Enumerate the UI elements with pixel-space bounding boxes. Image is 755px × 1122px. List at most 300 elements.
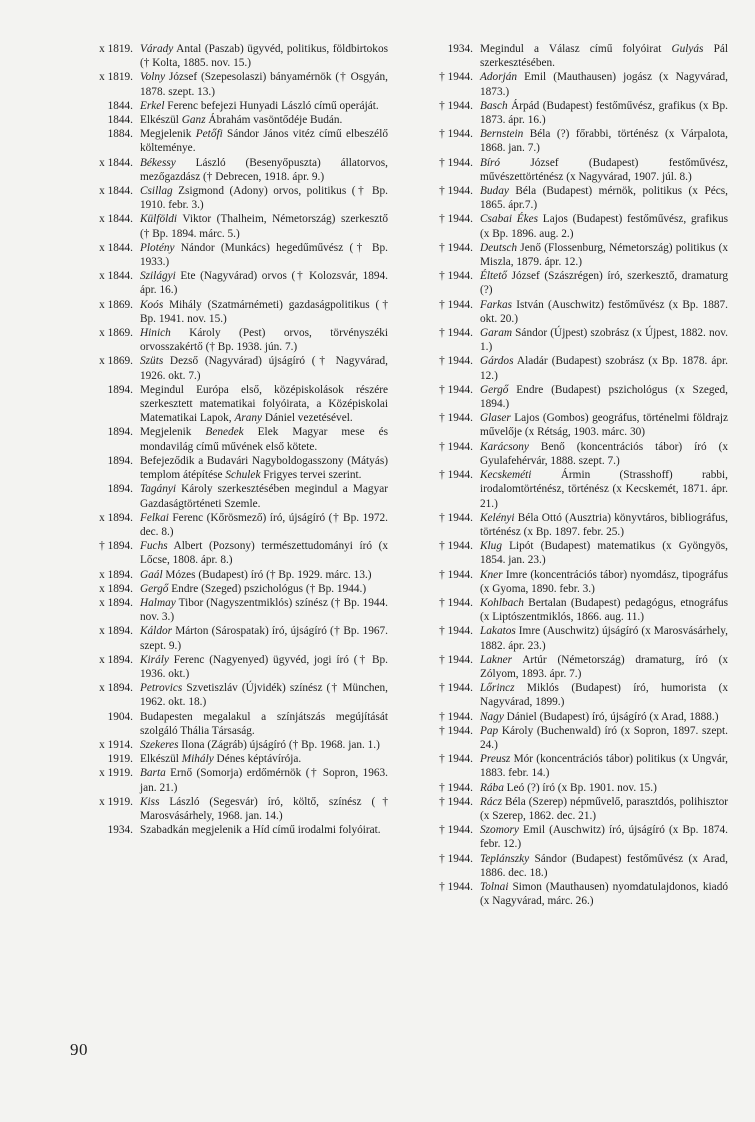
chronology-entry: [78, 752, 388, 766]
entry-text: [140, 681, 388, 709]
chronology-entry: [410, 70, 728, 98]
chronology-entry: [410, 42, 728, 70]
chronology-entry: [78, 42, 388, 70]
left-column: [78, 42, 388, 837]
chronology-entry: [410, 823, 728, 851]
chronology-entry: [78, 425, 388, 453]
entry-date: x 1844.: [99, 241, 133, 254]
entry-description: József (Budapest) festőművész, művészettörténész (x Nagyvárad, 1907. júl. 8.): [480, 156, 728, 183]
entry-date: x 1844.: [99, 185, 133, 198]
chronology-entry: [78, 624, 388, 652]
entry-description: Imre (Auschwitz) újságíró (x Marosvásárhely, 1882. ápr. 23.): [480, 625, 728, 652]
entry-name: Teplánszky: [480, 852, 530, 865]
entry-text: [140, 425, 388, 453]
chronology-entry: [78, 241, 388, 269]
entry-description: Mihály (Szatmárnémeti) gazdaságpolitikus († Bp. 1941. nov. 15.): [140, 298, 388, 325]
entry-name: Tolnai: [480, 880, 509, 893]
entry-description: Nándor (Munkács) hegedűművész († Bp. 1933.): [140, 241, 388, 269]
entry-description: Viktor (Thalheim, Németország) szerkesztő († Bp. 1894. márc. 5.): [140, 213, 388, 240]
entry-name: Preusz: [480, 753, 511, 766]
entry-date: x 1844.: [99, 270, 133, 283]
chronology-entry: [410, 269, 728, 297]
entry-date: † 1944.: [439, 781, 473, 794]
entry-name: Mihály: [181, 753, 214, 766]
entry-prefix: Szabadkán megjelenik a Híd című irodalmi folyóirat.: [140, 824, 381, 837]
entry-name: Szomory: [480, 824, 519, 837]
entry-date: † 1944.: [439, 511, 473, 524]
entry-text: [480, 710, 728, 724]
entry-date: † 1944.: [439, 568, 473, 581]
entry-name: Klug: [480, 540, 502, 553]
entry-text: [480, 70, 728, 98]
entry-date: † 1944.: [439, 383, 473, 396]
entry-name: Arany: [234, 412, 263, 425]
entry-text: [140, 454, 388, 482]
entry-description: József (Szepesolaszi) bányamérnök († Osgyán, 1878. szept. 13.): [140, 71, 388, 98]
chronology-entry: [78, 823, 388, 837]
entry-text: [480, 354, 728, 382]
entry-date: † 1944.: [439, 540, 473, 553]
entry-name: Schulek: [225, 469, 261, 482]
entry-description: Bertalan (Budapest) pedagógus, etnográfus (x Liptószentmiklós, 1866. aug. 11.): [480, 596, 728, 624]
chronology-entry: [410, 852, 728, 880]
entry-description: Béla Ottó (Ausztria) könyvtáros, bibliográfus, történész (x Bp. 1897. febr. 25.): [480, 511, 728, 538]
entry-name: Pap: [480, 724, 499, 737]
page-number: 90: [70, 1040, 88, 1059]
entry-name: Adorján: [480, 71, 518, 84]
entry-text: [480, 326, 728, 354]
entry-description: Emil (Auschwitz) író, újságíró (x Bp. 1874. febr. 12.): [480, 824, 728, 851]
entry-date: x 1894.: [99, 625, 133, 638]
chronology-entry: [410, 710, 728, 724]
chronology-entry: [78, 70, 388, 98]
chronology-entry: [78, 653, 388, 681]
entry-date: 1844.: [107, 114, 133, 127]
entry-text: [480, 184, 728, 212]
entry-description: Antal (Paszab) ügyvéd, politikus, földbirtokos († Kolta, 1885. nov. 15.): [140, 43, 388, 70]
chronology-entry: [78, 156, 388, 184]
entry-name: Karácsony: [480, 440, 529, 453]
entry-name: Erkel: [140, 99, 165, 112]
entry-description: Ármin (Strasshoff) rabbi, irodalomtörténész, történész (x Kecskemét, 1871. ápr. 21.): [480, 469, 728, 510]
entry-text: [140, 383, 388, 426]
entry-date: † 1944.: [439, 824, 473, 837]
entry-prefix: Megindul a Válasz című folyóirat: [480, 43, 672, 55]
entry-name: Lakner: [480, 653, 513, 666]
entry-date: 1894.: [107, 483, 133, 496]
entry-description: Ábrahám vasöntődéje Budán.: [205, 114, 343, 127]
chronology-entry: [78, 298, 388, 326]
chronology-entry: [410, 298, 728, 326]
entry-description: Dezső (Nagyvárad) újságíró († Nagyvárad, 1926. okt. 7.): [140, 355, 388, 382]
entry-name: Szilágyi: [140, 270, 176, 283]
chronology-entry: [78, 582, 388, 596]
entry-name: Farkas: [480, 298, 513, 311]
entry-date: † 1944.: [439, 724, 473, 737]
entry-text: [140, 127, 388, 155]
entry-text: [480, 781, 728, 795]
entry-text: [140, 539, 388, 567]
entry-text: [480, 269, 728, 297]
entry-description: István (Auschwitz) festőművész (x Bp. 1887. okt. 20.): [480, 298, 728, 325]
chronology-entry: [78, 99, 388, 113]
entry-name: Kner: [480, 568, 503, 581]
entry-text: [140, 568, 388, 582]
entry-description: Miklós (Budapest) író, humorista (x Nagyvárad, 1899.): [480, 682, 728, 709]
entry-description: Szvetiszláv (Újvidék) színész († München, 1962. okt. 18.): [140, 682, 388, 709]
entry-name: Glaser: [480, 412, 511, 425]
entry-name: Csillag: [140, 185, 173, 198]
entry-date: † 1944.: [439, 880, 473, 893]
entry-date: x 1869.: [99, 298, 133, 311]
entry-name: Barta: [140, 767, 166, 780]
entry-description: Frigyes tervei szerint.: [260, 469, 362, 482]
entry-name: Éltető: [480, 270, 507, 283]
entry-description: Endre (Szeged) pszichológus († Bp. 1944.): [168, 582, 367, 595]
entry-date: x 1919.: [99, 767, 133, 780]
entry-name: Kohlbach: [480, 596, 524, 609]
entry-text: [480, 596, 728, 624]
entry-description: Pál szerkesztésében.: [480, 43, 728, 70]
entry-name: Lőrincz: [480, 682, 515, 695]
entry-text: [480, 440, 728, 468]
chronology-entry: [410, 440, 728, 468]
entry-text: [140, 482, 388, 510]
entry-text: [140, 298, 388, 326]
entry-description: Károly (Pest) orvos, törvényszéki orvosszakértő († Bp. 1938. jún. 7.): [140, 327, 388, 354]
entry-date: † 1944.: [439, 852, 473, 865]
entry-date: † 1944.: [439, 355, 473, 368]
right-column: [410, 42, 728, 908]
entry-text: [480, 241, 728, 269]
entry-name: Gergő: [140, 582, 169, 595]
entry-name: Gergő: [480, 383, 509, 396]
chronology-entry: [410, 653, 728, 681]
entry-date: † 1944.: [439, 185, 473, 198]
entry-text: [140, 113, 388, 127]
entry-name: Szüts: [140, 355, 164, 368]
entry-text: [140, 326, 388, 354]
entry-description: Sándor (Budapest) festőművész (x Arad, 1886. dec. 18.): [480, 852, 728, 879]
chronology-entry: [78, 383, 388, 426]
entry-description: Emil (Mauthausen) jogász (x Nagyvárad, 1873.): [480, 71, 728, 98]
chronology-entry: [78, 795, 388, 823]
entry-description: Ilona (Zágráb) újságíró († Bp. 1968. jan. 1.): [178, 738, 380, 751]
entry-text: [140, 354, 388, 382]
entry-description: Lipót (Budapest) matematikus (x Gyöngyös, 1854. jan. 23.): [480, 540, 728, 567]
entry-date: x 1844.: [99, 156, 133, 169]
entry-date: 1894.: [107, 383, 133, 396]
entry-date: † 1944.: [439, 682, 473, 695]
chronology-entry: [410, 568, 728, 596]
entry-text: [140, 710, 388, 738]
chronology-entry: [78, 454, 388, 482]
entry-prefix: Megindul Európa első, középiskolások részére szerkesztett matematikai folyóirata, a Középiskolai Matematikai Lapok,: [140, 383, 388, 425]
entry-name: Hinich: [140, 327, 171, 340]
entry-date: † 1944.: [439, 241, 473, 254]
entry-name: Várady: [140, 43, 174, 55]
entry-text: [480, 156, 728, 184]
chronology-entry: [410, 681, 728, 709]
entry-name: Plotény: [140, 241, 175, 254]
entry-description: Mór (koncentrációs tábor) politikus (x Ungvár, 1883. febr. 14.): [480, 753, 728, 780]
entry-date: x 1894.: [99, 653, 133, 666]
entry-prefix: Elkészül: [140, 753, 182, 766]
entry-name: Csabai Ékes: [480, 213, 539, 226]
entry-text: [140, 156, 388, 184]
entry-description: Árpád (Budapest) festőművész, grafikus (x Bp. 1873. ápr. 16.): [480, 99, 728, 127]
chronology-entry: [78, 710, 388, 738]
entry-description: Károly szerkesztésében megindul a Magyar Gazdaságtörténeti Szemle.: [140, 483, 388, 510]
chronology-entry: [410, 724, 728, 752]
entry-date: 1894.: [107, 426, 133, 439]
entry-description: Tibor (Nagyszentmiklós) színész († Bp. 1944. nov. 3.): [140, 596, 388, 624]
entry-name: Lakatos: [480, 625, 516, 638]
entry-description: László (Besenyőpuszta) állatorvos, mezőgazdász († Debrecen, 1918. ápr. 9.): [140, 156, 388, 183]
entry-name: Petrovics: [140, 682, 183, 695]
chronology-entry: [78, 511, 388, 539]
chronology-entry: [78, 539, 388, 567]
entry-prefix: Budapesten megalakul a színjátszás megújítását szolgáló Thália Társaság.: [140, 710, 388, 737]
entry-name: Kiss: [140, 795, 160, 808]
entry-description: Dániel (Budapest) író, újságíró (x Arad, 1888.): [503, 710, 719, 723]
entry-date: 1934.: [447, 43, 473, 55]
entry-description: Elek Magyar mese és mondavilág című művének első kötete.: [140, 426, 388, 453]
chronology-entry: [410, 880, 728, 908]
entry-description: Dániel vezetésével.: [262, 412, 353, 425]
entry-text: [140, 738, 388, 752]
entry-name: Kecskeméti: [480, 469, 532, 482]
entry-date: † 1944.: [439, 213, 473, 226]
entry-name: Halmay: [140, 596, 176, 609]
entry-date: † 1944.: [439, 469, 473, 482]
entry-date: x 1819.: [99, 71, 133, 84]
chronology-entry: [410, 781, 728, 795]
entry-date: † 1944.: [439, 625, 473, 638]
entry-name: Petőfi: [195, 128, 223, 141]
entry-date: † 1944.: [439, 753, 473, 766]
entry-date: 1904.: [107, 710, 133, 723]
entry-text: [480, 823, 728, 851]
entry-name: Káldor: [140, 625, 173, 638]
chronology-entry: [78, 738, 388, 752]
entry-prefix: Elkészül: [140, 114, 182, 127]
chronology-entry: [410, 99, 728, 127]
entry-name: Buday: [480, 185, 509, 198]
entry-description: József (Szászrégen) író, szerkesztő, dramaturg (?): [480, 270, 728, 297]
entry-description: Albert (Pozsony) természettudományi író (x Lőcse, 1808. ápr. 8.): [140, 540, 388, 567]
entry-date: † 1944.: [439, 270, 473, 283]
entry-name: Gulyás: [671, 43, 704, 55]
entry-text: [480, 880, 728, 908]
entry-date: † 1944.: [439, 412, 473, 425]
chronology-entry: [78, 127, 388, 155]
entry-description: Ete (Nagyvárad) orvos († Kolozsvár, 1894. ápr. 16.): [140, 270, 388, 297]
entry-description: Sándor (Újpest) szobrász (x Újpest, 1882. nov. 1.): [480, 327, 728, 354]
entry-text: [480, 99, 728, 127]
entry-date: x 1844.: [99, 213, 133, 226]
entry-description: Béla (?) főrabbi, történész (x Várpalota, 1868. jan. 7.): [480, 128, 728, 155]
entry-description: Simon (Mauthausen) nyomdatulajdonos, kiadó (x Nagyvárad, márc. 26.): [480, 880, 728, 908]
entry-text: [140, 596, 388, 624]
entry-text: [480, 852, 728, 880]
chronology-entry: [410, 511, 728, 539]
entry-description: Ferenc befejezi Hunyadi László című operáját.: [164, 99, 379, 112]
entry-text: [140, 212, 388, 240]
entry-description: Ferenc (Nagyenyed) ügyvéd, jogi író († Bp. 1936. okt.): [140, 653, 388, 680]
entry-name: Gárdos: [480, 355, 514, 368]
entry-text: [480, 752, 728, 780]
entry-date: 1919.: [107, 753, 133, 766]
entry-date: x 1869.: [99, 355, 133, 368]
entry-prefix: Megjelenik: [140, 426, 206, 439]
entry-name: Király: [140, 653, 169, 666]
entry-text: [480, 539, 728, 567]
entry-description: Mózes (Budapest) író († Bp. 1929. márc. 13.): [162, 568, 372, 581]
entry-description: Lajos (Budapest) festőművész, grafikus (x Bp. 1896. aug. 2.): [480, 213, 728, 240]
entry-text: [140, 269, 388, 297]
entry-name: Rába: [480, 781, 504, 794]
entry-date: x 1894.: [99, 682, 133, 695]
entry-text: [480, 212, 728, 240]
chronology-entry: [410, 212, 728, 240]
entry-description: Endre (Budapest) pszichológus (x Szeged, 1894.): [480, 383, 728, 411]
chronology-entry: [410, 326, 728, 354]
entry-text: [480, 568, 728, 596]
entry-name: Koós: [140, 298, 164, 311]
chronology-entry: [410, 468, 728, 511]
entry-text: [480, 298, 728, 326]
chronology-entry: [410, 383, 728, 411]
entry-date: † 1944.: [439, 298, 473, 311]
entry-name: Bernstein: [480, 128, 524, 141]
chronology-entry: [78, 269, 388, 297]
chronology-entry: [78, 596, 388, 624]
entry-text: [480, 511, 728, 539]
entry-text: [480, 383, 728, 411]
entry-text: [140, 752, 388, 766]
chronology-entry: [78, 681, 388, 709]
entry-description: Zsigmond (Adony) orvos, politikus († Bp. 1910. febr. 3.): [140, 185, 388, 212]
entry-date: † 1944.: [439, 653, 473, 666]
entry-date: x 1914.: [99, 738, 133, 751]
entry-text: [140, 795, 388, 823]
entry-name: Ganz: [181, 114, 206, 127]
entry-date: 1934.: [107, 824, 133, 837]
entry-date: † 1944.: [439, 596, 473, 609]
chronology-entry: [78, 568, 388, 582]
entry-text: [140, 653, 388, 681]
entry-date: † 1894.: [99, 540, 133, 553]
entry-text: [480, 681, 728, 709]
chronology-entry: [410, 539, 728, 567]
entry-name: Benedek: [205, 426, 244, 439]
entry-name: Basch: [480, 99, 508, 112]
entry-text: [140, 823, 388, 837]
entry-name: Nagy: [480, 710, 504, 723]
entry-text: [480, 42, 728, 70]
entry-description: Aladár (Budapest) szobrász (x Bp. 1878. ápr. 12.): [480, 355, 728, 382]
entry-description: Ferenc (Kőrösmező) író, újságíró († Bp. 1972. dec. 8.): [140, 511, 388, 538]
entry-description: Imre (koncentrációs tábor) nyomdász, tipográfus (x Gyoma, 1890. febr. 3.): [480, 568, 728, 595]
entry-name: Gaál: [140, 568, 163, 581]
chronology-entry: [78, 326, 388, 354]
entry-date: † 1944.: [439, 128, 473, 141]
entry-date: x 1894.: [99, 511, 133, 524]
entry-text: [480, 468, 728, 511]
entry-date: † 1944.: [439, 440, 473, 453]
entry-name: Bíró: [480, 156, 501, 169]
entry-name: Felkai: [140, 511, 169, 524]
entry-description: Benő (koncentrációs tábor) író (x Gyulafehérvár, 1888. szept. 7.): [480, 440, 728, 467]
entry-description: Ernő (Somorja) erdőmérnök († Sopron, 1963. jan. 21.): [140, 767, 388, 794]
entry-text: [140, 70, 388, 98]
entry-date: † 1944.: [439, 99, 473, 112]
entry-text: [480, 795, 728, 823]
entry-date: † 1944.: [439, 327, 473, 340]
chronology-entry: [410, 411, 728, 439]
chronology-entry: [410, 127, 728, 155]
entry-description: László (Segesvár) író, költő, színész († Marosvásárhely, 1968. jan. 14.): [140, 795, 388, 822]
entry-name: Garam: [480, 327, 513, 340]
chronology-entry: [78, 113, 388, 127]
entry-date: † 1944.: [439, 71, 473, 84]
entry-text: [140, 99, 388, 113]
entry-text: [140, 582, 388, 596]
entry-description: Dénes képtávírója.: [213, 753, 302, 766]
entry-name: Fuchs: [140, 540, 168, 553]
entry-description: Artúr (Németország) dramaturg, író (x Zólyom, 1893. ápr. 7.): [480, 653, 728, 680]
entry-description: Jenő (Flossenburg, Németország) politikus (x Miszla, 1879. ápr. 12.): [480, 241, 728, 269]
chronology-entry: [410, 596, 728, 624]
entry-text: [480, 624, 728, 652]
entry-description: Károly (Buchenwald) író (x Sopron, 1897. szept. 24.): [480, 724, 728, 751]
chronology-entry: [78, 766, 388, 794]
entry-description: Sándor János vitéz című elbeszélő költeménye.: [140, 128, 388, 155]
entry-text: [480, 653, 728, 681]
entry-description: Leó (?) író (x Bp. 1901. nov. 15.): [503, 781, 657, 794]
chronology-entry: [410, 156, 728, 184]
entry-name: Tagányi: [140, 483, 176, 496]
entry-name: Kelényi: [480, 511, 515, 524]
entry-name: Volny: [140, 71, 166, 84]
chronology-entry: [410, 354, 728, 382]
entry-name: Deutsch: [480, 241, 518, 254]
chronology-entry: [78, 354, 388, 382]
chronology-entry: [410, 624, 728, 652]
entry-date: 1844.: [107, 99, 133, 112]
entry-description: Béla (Budapest) mérnök, politikus (x Pécs, 1865. ápr.7.): [480, 185, 728, 212]
entry-name: Békessy: [140, 156, 176, 169]
entry-text: [140, 42, 388, 70]
entry-text: [480, 127, 728, 155]
chronology-entry: [410, 752, 728, 780]
entry-description: Béla (Szerep) népművelő, parasztdós, polihisztor (x Szerep, 1862. dec. 21.): [480, 795, 728, 822]
entry-date: x 1894.: [99, 568, 133, 581]
entry-prefix: Megjelenik: [140, 128, 196, 141]
entry-text: [140, 511, 388, 539]
entry-name: Szekeres: [140, 738, 179, 751]
chronology-entry: [78, 184, 388, 212]
entry-date: 1884.: [107, 128, 133, 141]
entry-date: x 1869.: [99, 327, 133, 340]
entry-description: Lajos (Gombos) geográfus, történelmi földrajz művelője (x Rétság, 1903. márc. 30): [480, 412, 728, 439]
chronology-entry: [410, 795, 728, 823]
entry-date: x 1919.: [99, 795, 133, 808]
entry-name: Rácz: [480, 795, 502, 808]
chronology-entry: [78, 212, 388, 240]
entry-text: [140, 184, 388, 212]
